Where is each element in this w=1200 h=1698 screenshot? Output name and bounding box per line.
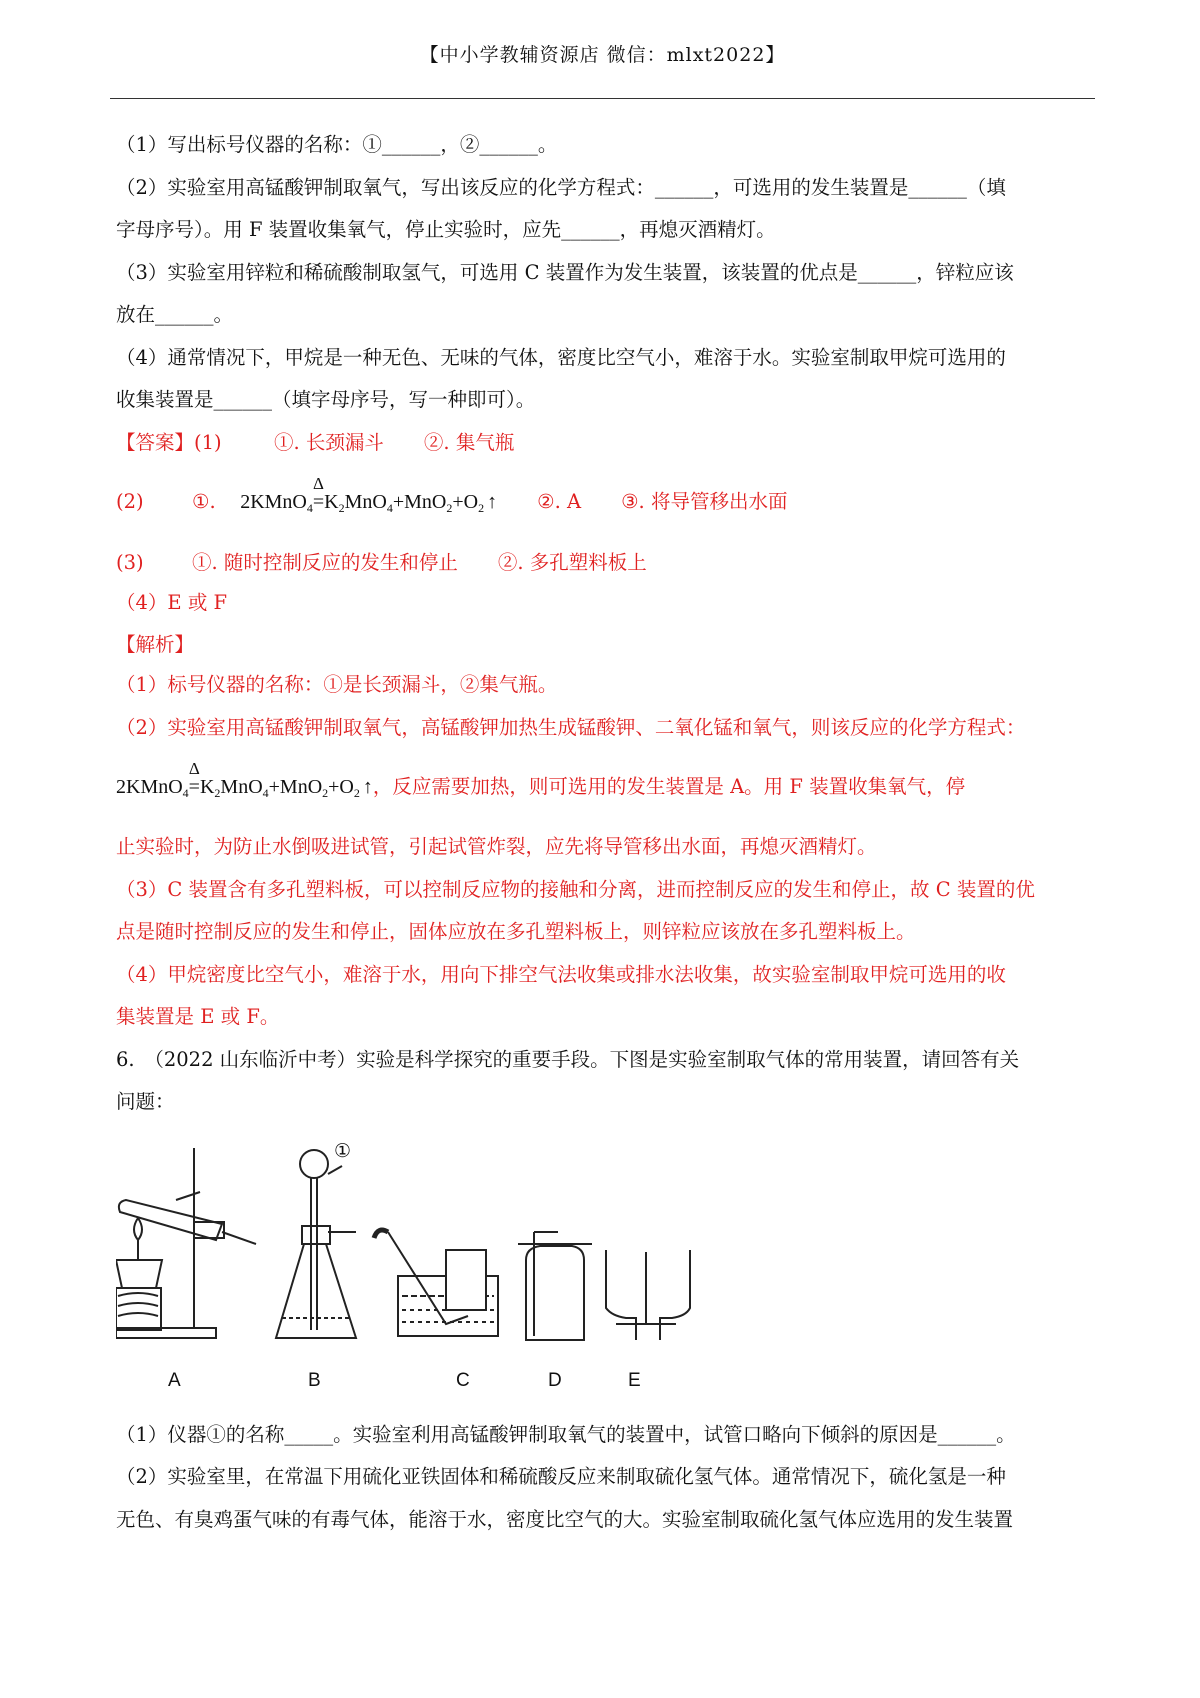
- analysis-line-5: （3）C 装置含有多孔塑料板，可以控制反应物的接触和分离，进而控制反应的发生和停止，故 C 装置的优: [116, 878, 1035, 901]
- answer-line-4: （4）E 或 F: [116, 591, 228, 614]
- page-header: 【中小学教辅资源店 微信：mlxt2022】: [419, 44, 786, 66]
- analysis-line-3: [116, 759, 966, 808]
- analysis-line-7: （4）甲烷密度比空气小，难溶于水，用向下排空气法收集或排水法收集，故实验室制取甲烷可选用的收: [116, 963, 1006, 986]
- apparatus-d: [518, 1232, 592, 1340]
- label-b: B: [308, 1370, 321, 1391]
- answer-1-part-1: ①. 长颈漏斗: [274, 431, 384, 454]
- answer-tag: 【答案】: [116, 431, 195, 454]
- answer-2-part-2: ②. A: [537, 490, 582, 513]
- apparatus-a: [116, 1148, 256, 1338]
- analysis-line-2: （2）实验室用高锰酸钾制取氧气，高锰酸钾加热生成锰酸钾、二氧化锰和氧气，则该反应的化学方程式：: [116, 716, 1026, 739]
- analysis-line-3-tail: ，反应需要加热，则可选用的发生装置是 A。用 F 装置收集氧气，停: [372, 775, 966, 798]
- answer-2-number: (2): [116, 490, 144, 513]
- answer-2-part-1: ①.: [192, 490, 216, 513]
- answer-2-part-3: ③. 将导管移出水面: [621, 490, 788, 513]
- apparatus-figure: [116, 1140, 706, 1405]
- funnel-marker: ①: [334, 1141, 352, 1162]
- q5-line-4: （3）实验室用锌粒和稀硫酸制取氢气，可选用 C 装置作为发生装置，该装置的优点是______，锌粒应该: [116, 261, 1014, 284]
- apparatus-drawing: [116, 1140, 706, 1365]
- header-rule: [110, 98, 1095, 99]
- analysis-line-6: 点是随时控制反应的发生和停止，固体应放在多孔塑料板上，则锌粒应该放在多孔塑料板上。: [116, 920, 916, 943]
- answer-line-2: [116, 474, 788, 523]
- analysis-line-8: 集装置是 E 或 F。: [116, 1005, 280, 1028]
- q5-line-7: 收集装置是______（填字母序号，写一种即可）。: [116, 388, 536, 411]
- q5-line-5: 放在______。: [116, 303, 234, 326]
- label-e: E: [628, 1370, 641, 1391]
- heat-symbol: Δ: [313, 474, 324, 493]
- apparatus-b: [276, 1150, 356, 1338]
- label-d: D: [548, 1370, 562, 1391]
- answer-3-number: (3): [116, 551, 144, 574]
- analysis-line-4: 止实验时，为防止水倒吸进试管，引起试管炸裂，应先将导管移出水面，再熄灭酒精灯。: [116, 835, 877, 858]
- q6-sub-1: （1）仪器①的名称_____。实验室利用高锰酸钾制取氧气的装置中，试管口略向下倾斜的原因是______。: [116, 1423, 1016, 1446]
- label-c: C: [456, 1370, 470, 1391]
- answer-1-number: (1): [194, 431, 222, 454]
- analysis-tag: 【解析】: [116, 633, 195, 656]
- apparatus-c: [374, 1230, 498, 1336]
- q6-sub-3: 无色、有臭鸡蛋气味的有毒气体，能溶于水，密度比空气的大。实验室制取硫化氢气体应选用的发生装置: [116, 1508, 1014, 1531]
- answer-equation: 2KMnO$_4$ Δ $=K_2MnO_4+MnO_2+O_2$ ↑: [240, 491, 497, 513]
- q6-line-2: 问题：: [116, 1090, 175, 1113]
- q5-line-2: （2）实验室用高锰酸钾制取氧气，写出该反应的化学方程式：______，可选用的发生装置是______（填: [116, 176, 1006, 199]
- apparatus-e: [606, 1250, 690, 1340]
- q6-sub-2: （2）实验室里，在常温下用硫化亚铁固体和稀硫酸反应来制取硫化氢气体。通常情况下，硫化氢是一种: [116, 1465, 1006, 1488]
- answer-3-part-2: ②. 多孔塑料板上: [497, 551, 647, 574]
- q5-line-6: （4）通常情况下，甲烷是一种无色、无味的气体，密度比空气小，难溶于水。实验室制取甲烷可选用的: [116, 346, 1006, 369]
- q6-line-1: 6. （2022 山东临沂中考）实验是科学探究的重要手段。下图是实验室制取气体的常用装置，请回答有关: [116, 1048, 1020, 1071]
- q5-line-3: 字母序号）。用 F 装置收集氧气，停止实验时，应先______，再熄灭酒精灯。: [116, 218, 776, 241]
- label-a: A: [168, 1370, 181, 1391]
- answer-3-part-1: ①. 随时控制反应的发生和停止: [192, 551, 458, 574]
- q5-line-1: （1）写出标号仪器的名称：①______，②______。: [116, 133, 558, 156]
- answer-line-1: [116, 428, 514, 458]
- analysis-line-1: （1）标号仪器的名称：①是长颈漏斗，②集气瓶。: [116, 673, 558, 696]
- analysis-equation: 2KMnO$_4$ Δ $=K_2MnO_4+MnO_2+O_2$ ↑: [116, 759, 373, 800]
- answer-1-part-2: ②. 集气瓶: [423, 431, 515, 454]
- answer-line-3: [116, 548, 647, 578]
